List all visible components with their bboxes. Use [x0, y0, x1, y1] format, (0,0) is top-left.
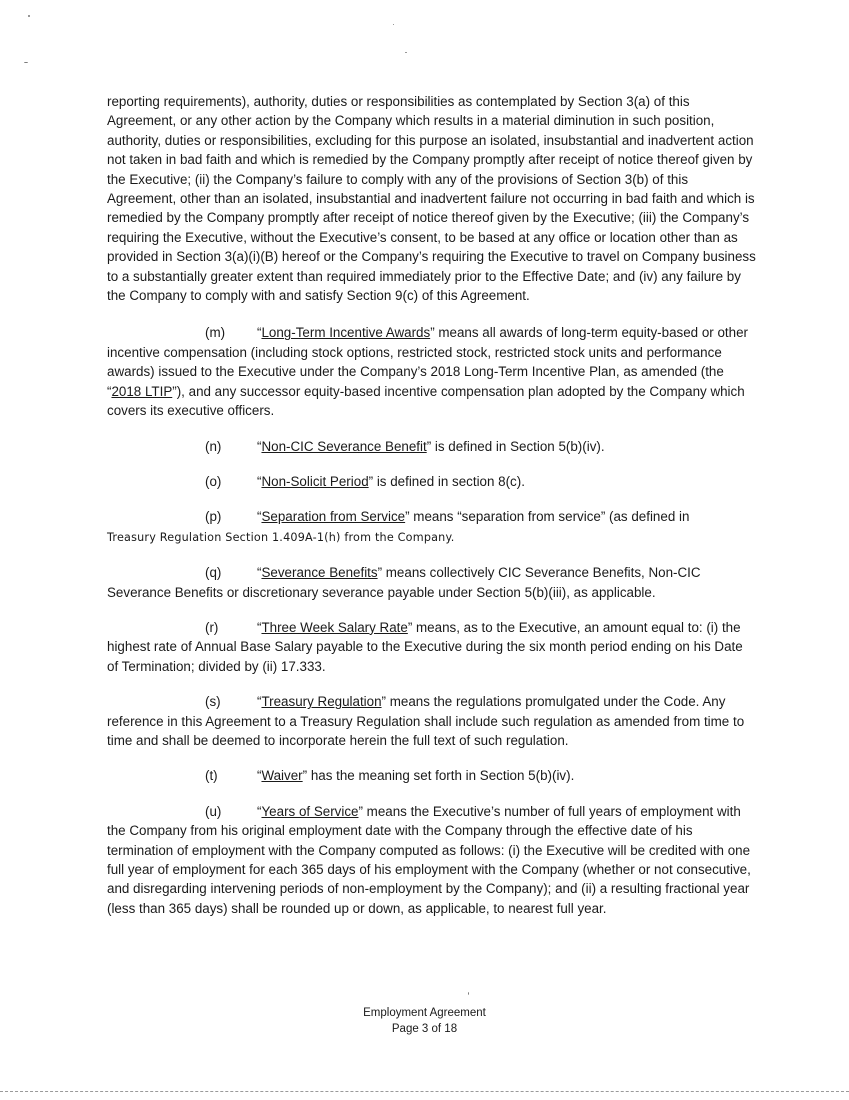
definition-text: ” is defined in section 8(c). — [368, 473, 525, 489]
definition-label: (p) — [205, 509, 222, 525]
document-body — [107, 92, 757, 934]
definition-text: ” means all awards of long-term equity-based or other incentive compensation (including stock options, restricted stock, restricted stock units and performance awards) issued to the Executive under the Company’s 2018 Long-Term Incentive Plan, as amended (the “ — [107, 325, 748, 399]
scan-speck — [405, 52, 407, 53]
defined-term: Waiver — [261, 768, 303, 784]
definition-r: (r) “Three Week Salary Rate” means, as to the Executive, an amount equal to: (i) the highest rate of Annual Base Salary payable to the Executive during the six month period ending on his Date of Termination; divided by (ii) 17.333. — [107, 619, 743, 674]
definition-text: ” means “separation from service” (as defined in — [405, 509, 690, 525]
definition-label: (t) — [205, 768, 218, 784]
definition-text: ” means collectively CIC Severance Benefits, Non-CIC Severance Benefits or discretionary severance payable under Section 5(b)(iii), as applicable. — [107, 565, 701, 600]
definition-u: (u) “Years of Service” means the Executive’s number of full years of employment with the Company from his original employment date with the Company through the effective date of his termination of employment with the Company computed as follows: (i) the Executive will be credited with one full year of employment for each 365 days of his employment with the Company (whether or not consecutive, and disregarding intervening periods of non-employment by the Company); and (ii) a resulting fractional year (less than 365 days) shall be rounded up or down, as applicable, to nearest full year. — [107, 803, 751, 916]
definition-text-continued: Treasury Regulation Section 1.409A-1(h) from the Company. — [107, 530, 455, 544]
defined-term: Separation from Service — [261, 509, 406, 525]
definition-text: ” means the Executive’s number of full years of employment with the Company from his original employment date with the Company through the effective date of his termination of employment with the Company computed as follows: (i) the Executive will be credited with one full year of employment for each 365 days of his employment with the Company (whether or not consecutive, and disregarding intervening periods of non-employment by the Company); and (ii) a resulting fractional year (less than 365 days) shall be rounded up or down, as applicable, to nearest full year. — [107, 803, 751, 916]
page-number: Page 3 of 18 — [391, 1023, 458, 1035]
definition-text: ” is defined in Section 5(b)(iv). — [426, 438, 605, 454]
intro-paragraph: reporting requirements), authority, duties or responsibilities as contemplated by Section 3(a) of this Agreement, or any other action by the Company which results in a material diminution in such position, authority, duties or responsibilities, excluding for this purpose an isolated, insubstantial and inadvertent action not taken in bad faith and which is remedied by the Company promptly after receipt of notice thereof given by the Executive; (ii) the Company’s failure to comply with any of the provisions of Section 3(b) of this Agreement, other than an isolated, insubstantial and inadvertent failure not occurring in bad faith and which is remedied by the Company promptly after receipt of notice thereof given by the Executive; (iii) the Company’s requiring the Executive, without the Executive’s consent, to be based at any office or location other than as provided in Section 3(a)(i)(B) hereof or the Company’s requiring the Executive to travel on Company business to a substantially greater extent than required immediately prior to the Effective Date; and (iv) any failure by the Company to comply with and satisfy Section 9(c) of this Agreement. — [107, 94, 756, 304]
defined-term: Long-Term Incentive Awards — [261, 325, 431, 341]
footer-title: Employment Agreement — [363, 1007, 486, 1019]
definition-text: ”), and any successor equity-based incentive compensation plan adopted by the Company which covers its executive officers. — [107, 383, 745, 419]
definition-o: (o) “Non-Solicit Period” is defined in section 8(c). — [107, 472, 757, 491]
defined-term: Three Week Salary Rate — [261, 619, 408, 635]
defined-term: Non-Solicit Period — [261, 473, 369, 489]
defined-term: Years of Service — [261, 803, 359, 819]
definition-label: (s) — [205, 694, 221, 710]
definition-n: (n) “Non-CIC Severance Benefit” is defined in Section 5(b)(iv). — [107, 437, 757, 456]
definition-t: (t) “Waiver” has the meaning set forth in Section 5(b)(iv). — [107, 766, 757, 785]
defined-term: Non-CIC Severance Benefit — [261, 438, 427, 454]
definition-label: (o) — [205, 473, 222, 489]
definition-p: (p) “Separation from Service” means “separation from service” (as defined in Treasury Regulation Section 1.409A-1(h) from the Company. — [107, 509, 690, 544]
defined-term: Severance Benefits — [261, 565, 378, 581]
defined-term: Treasury Regulation — [261, 694, 382, 710]
definition-label: (r) — [205, 619, 219, 635]
defined-term-inner: 2018 LTIP — [111, 383, 173, 399]
scan-speck — [468, 992, 469, 995]
page-footer — [0, 1005, 849, 1037]
definition-q: (q) “Severance Benefits” means collectively CIC Severance Benefits, Non-CIC Severance Benefits or discretionary severance payable under Section 5(b)(iii), as applicable. — [107, 565, 701, 600]
definition-s: (s) “Treasury Regulation” means the regulations promulgated under the Code. Any reference in this Agreement to a Treasury Regulation shall include such regulation as amended from time to time and shall be deemed to incorporate herein the full text of such regulation. — [107, 694, 745, 748]
definition-text: ” has the meaning set forth in Section 5(b)(iv). — [302, 768, 575, 784]
definition-label: (q) — [205, 565, 222, 581]
definition-text: ” means the regulations promulgated under the Code. Any reference in this Agreement to a Treasury Regulation shall include such regulation as amended from time to time and shall be deemed to incorporate herein the full text of such regulation. — [107, 694, 745, 748]
definition-label: (m) — [205, 325, 226, 341]
definition-label: (u) — [205, 803, 222, 819]
scan-speck — [28, 15, 30, 17]
scan-speck — [393, 24, 394, 25]
definition-text: ” means, as to the Executive, an amount equal to: (i) the highest rate of Annual Base Salary payable to the Executive during the six month period ending on his Date of Termination; divided by (ii) 17.333. — [107, 619, 743, 674]
definition-label: (n) — [205, 438, 222, 454]
definition-m: (m) “Long-Term Incentive Awards” means all awards of long-term equity-based or other incentive compensation (including stock options, restricted stock, restricted stock units and performance awards) issued to the Executive under the Company’s 2018 Long-Term Incentive Plan, as amended (the “2018 LTIP”), and any successor equity-based incentive compensation plan adopted by the Company which covers its executive officers. — [107, 325, 748, 419]
scan-edge-line — [0, 1091, 849, 1092]
scan-speck — [24, 62, 28, 63]
